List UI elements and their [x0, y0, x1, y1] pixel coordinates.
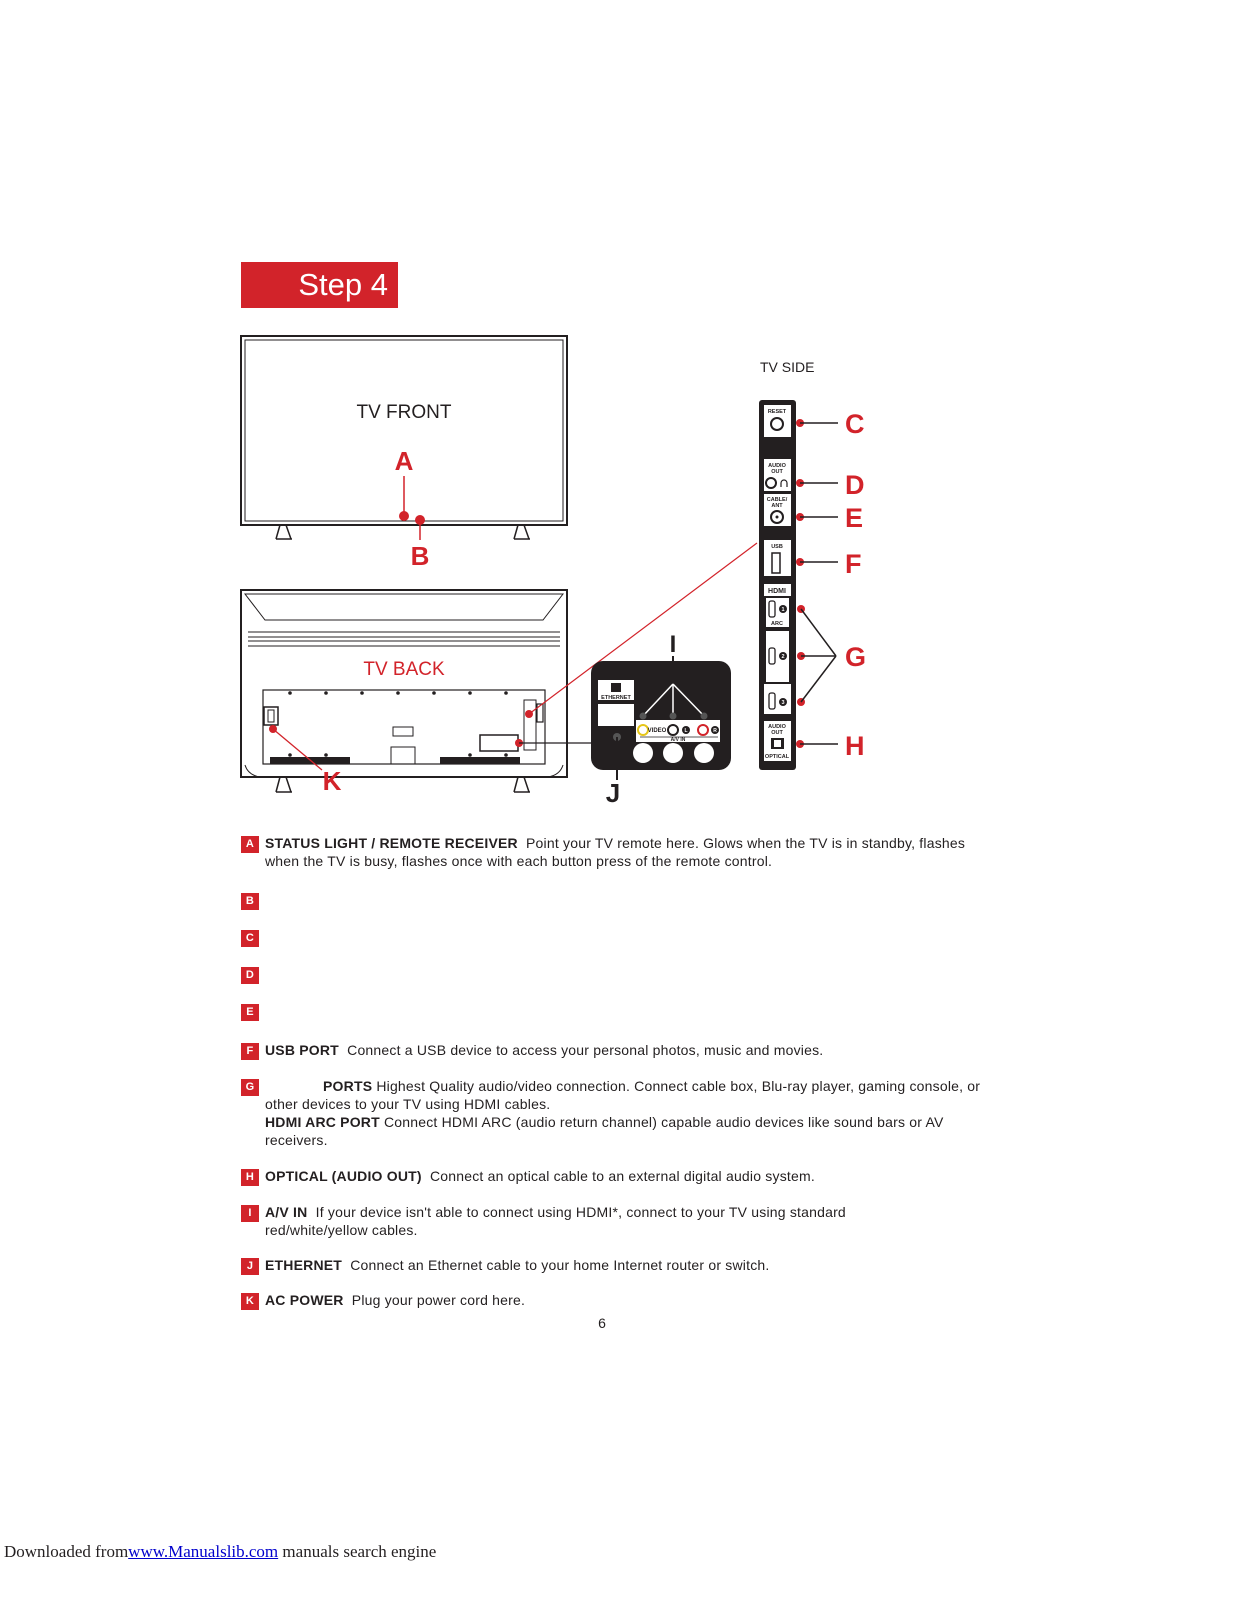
audio-out-label-2: OUT — [771, 469, 783, 475]
legend-desc-a: Point your TV remote here. Glows when the TV is in standby, flashes when the TV is busy, flashes once with each button press of the remote control. — [265, 835, 966, 869]
legend-badge-i: I — [241, 1205, 259, 1222]
tv-back-right-foot — [514, 777, 530, 792]
legend-desc-j: Connect an Ethernet cable to your home Internet router or switch. — [350, 1257, 770, 1273]
av-jack-2 — [663, 743, 683, 763]
legend-badge-f: F — [241, 1043, 259, 1060]
cable-ant-label-2: ANT — [771, 503, 783, 509]
legend-term-k: AC POWER — [265, 1292, 344, 1308]
status-light-dot — [399, 511, 409, 521]
left-audio-label: L — [684, 728, 688, 734]
power-button-dot — [415, 515, 425, 525]
tv-side-panel — [759, 359, 866, 770]
legend-desc-i: If your device isn't able to connect using HDMI*, connect to your TV using standard red/white/yellow cables. — [265, 1204, 846, 1238]
callout-h: H — [845, 731, 865, 761]
av-jack-1 — [633, 743, 653, 763]
legend-badge-d: D — [241, 967, 259, 984]
reset-label: RESET — [767, 409, 787, 415]
usb-label: USB — [771, 544, 783, 550]
legend-term-j: ETHERNET — [265, 1257, 343, 1273]
legend-badge-b: B — [241, 893, 259, 910]
legend-item-k — [241, 1291, 981, 1309]
arc-label: ARC — [771, 621, 783, 627]
legend-badge-e: E — [241, 1004, 259, 1021]
callout-b: B — [410, 541, 430, 571]
hdmi-3-number: 3 — [781, 700, 785, 706]
legend-item-h — [241, 1167, 981, 1185]
legend-desc-h: Connect an optical cable to an external digital audio system. — [429, 1168, 815, 1184]
video-label: VIDEO — [647, 728, 667, 734]
av-jack-3 — [694, 743, 714, 763]
callout-k: K — [322, 766, 342, 796]
legend-item-i — [241, 1203, 861, 1239]
legend-term-a: STATUS LIGHT / REMOTE RECEIVER — [265, 835, 518, 851]
cable-ant-label-1: CABLE/ — [766, 497, 788, 503]
legend-term-i: A/V IN — [265, 1204, 308, 1220]
tv-back-left-foot — [276, 777, 292, 792]
step-title: Step 4 — [298, 267, 388, 302]
tv-front-left-foot — [276, 525, 292, 539]
callout-j: J — [605, 778, 621, 808]
callout-d: D — [845, 470, 865, 500]
tv-front — [241, 336, 567, 571]
ethernet-port-label: ETHERNET — [601, 695, 631, 701]
optical-audio-label-1: AUDIO — [768, 724, 786, 730]
footer-suffix: manuals search engine — [278, 1542, 437, 1561]
legend-item-j — [241, 1256, 981, 1274]
callout-a: A — [394, 446, 414, 476]
legend-badge-j: J — [241, 1258, 259, 1275]
legend-desc-g: Highest Quality audio/video connection. Connect cable box, Blu-ray player, gaming console, or other devices to your TV using HDMI cables. — [265, 1078, 981, 1112]
optical-port — [774, 740, 781, 747]
rear-panel-zoom — [591, 631, 731, 808]
callout-f: F — [845, 549, 862, 579]
hdmi-label: HDMI — [768, 588, 786, 595]
legend-item-g — [241, 1077, 981, 1149]
tv-back-label: TV BACK — [363, 659, 445, 680]
legend-badge-a: A — [241, 836, 259, 853]
legend-badge-c: C — [241, 930, 259, 947]
legend-term-f: USB PORT — [265, 1042, 339, 1058]
footer-prefix: Downloaded from — [4, 1542, 129, 1561]
legend-desc-f: Connect a USB device to access your personal photos, music and movies. — [347, 1042, 824, 1058]
callout-c: C — [845, 409, 865, 439]
av-in-label: A/V IN — [670, 737, 686, 743]
optical-label: OPTICAL — [764, 754, 790, 760]
audio-out-label-1: AUDIO — [768, 463, 786, 469]
callout-g: G — [845, 642, 867, 672]
hdmi-2-number: 2 — [781, 654, 785, 660]
legend-badge-h: H — [241, 1169, 259, 1186]
legend-desc-k: Plug your power cord here. — [351, 1292, 526, 1308]
callout-i: I — [669, 631, 677, 658]
download-footer — [4, 1542, 436, 1562]
right-audio-label: R — [713, 728, 717, 734]
legend-term-g: PORTS — [323, 1078, 373, 1094]
manualslib-link[interactable]: www.Manualslib.com — [128, 1542, 279, 1561]
page-number: 6 — [598, 1315, 606, 1331]
legend-term-g-arc: HDMI ARC PORT — [265, 1114, 380, 1130]
optical-audio-label-2: OUT — [771, 730, 783, 736]
legend-item-f — [241, 1041, 981, 1059]
legend-badge-g: G — [241, 1079, 259, 1096]
tv-side-label: TV SIDE — [760, 359, 815, 375]
tv-front-label: TV FRONT — [356, 402, 452, 423]
legend-badge-k: K — [241, 1293, 259, 1310]
tv-front-right-foot — [514, 525, 530, 539]
callout-e: E — [845, 503, 864, 533]
legend-item-a — [241, 834, 981, 870]
hdmi-1-number: 1 — [781, 607, 785, 613]
legend-term-h: OPTICAL (AUDIO OUT) — [265, 1168, 422, 1184]
legend-desc-g-arc: Connect HDMI ARC (audio return channel) capable audio devices like sound bars or AV receivers. — [265, 1114, 944, 1148]
